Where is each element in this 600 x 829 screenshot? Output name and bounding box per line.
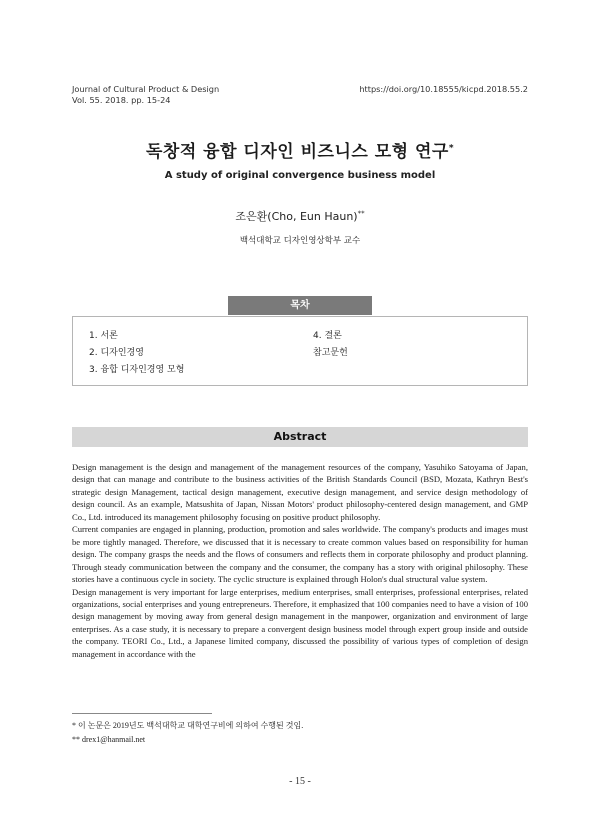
footnote-funding: * 이 논문은 2019년도 백석대학교 대학연구비에 의하여 수행된 것임. (72, 721, 304, 730)
abstract-heading: Abstract (72, 427, 528, 447)
toc-item-2[interactable]: 2. 디자인경영 (89, 348, 144, 358)
toc-heading: 목차 (228, 296, 372, 315)
journal-name: Journal of Cultural Product & Design (72, 84, 220, 94)
toc-item-1[interactable]: 1. 서론 (89, 331, 118, 341)
footnote-email: ** drex1@hanmail.net (72, 735, 146, 744)
abstract-body (72, 461, 528, 660)
abstract-paragraph-3: Design management is very important for large enterprises, medium enterprises, small enterprises, professional enterprises, related organizations, social enterprises and young entrepreneurs. Therefore, it emphasized that 100 companies need to have a vision of 100 design management by moving away from general design management in the manpower, organization and environment of large enterprises. As a case study, it is necessary to prepare a convergent design business model through expert group inside and outside the company. TEORI Co., Ltd., a Japanese limited company, discussed the possibility of various types of completion of design management in accordance with the (72, 586, 528, 659)
journal-volume: Vol. 55. 2018. pp. 15-24 (72, 95, 171, 105)
paper-title-english: A study of original convergence business model (164, 170, 436, 181)
author-affiliation: 백석대학교 디자인영상학부 교수 (239, 236, 361, 246)
page-number: - 15 - (289, 776, 311, 787)
toc-item-4[interactable]: 4. 결론 (313, 331, 342, 341)
author-footnote-mark: ** (357, 209, 365, 218)
abstract-paragraph-1: Design management is the design and management of the management resources of the company, Yasuhiko Satoyama of Japan, design that can manage and contribute to the business activities of the British Standards Council (BSD, Mozata, Kathryn Best's strategic design Management, tactical design management, executive design management, and service design methodology of design council. As an example, Matsushita of Japan, Nissan Motors' product philosophy-centered design management, and GMP Co., Ltd. introduced its management philosophy focusing on positive product philosophy. (72, 462, 528, 522)
paper-title-korean (0, 137, 600, 162)
footnote-divider (72, 713, 212, 714)
doi-link[interactable]: https://doi.org/10.18555/kicpd.2018.55.2 (359, 84, 528, 94)
toc-item-references[interactable]: 참고문헌 (313, 348, 348, 358)
title-ko-text: 독창적 융합 디자인 비즈니스 모형 연구 (145, 142, 449, 162)
abstract-paragraph-2: Current companies are engaged in planning, production, promotion and sales worldwide. The company's products and images must be more tightly managed. Therefore, we discussed that it is necessary to create common values based on responsibility for human design. The company grasps the needs and the flows of consumers and reflects them in corporate philosophy and product planning. Through steady communication between the company and the consumer, the company has a story with original philosophy. These stories have a continuous cycle in society. The cyclic structure is explained through Holon's dual structural value system. (72, 524, 528, 585)
journal-header (72, 84, 219, 106)
toc-item-3[interactable]: 3. 융합 디자인경영 모형 (89, 365, 185, 375)
toc-box (72, 316, 528, 386)
title-footnote-mark: * (448, 143, 455, 154)
author-text: 조은환(Cho, Eun Haun) (235, 210, 358, 223)
author-name (0, 208, 600, 224)
